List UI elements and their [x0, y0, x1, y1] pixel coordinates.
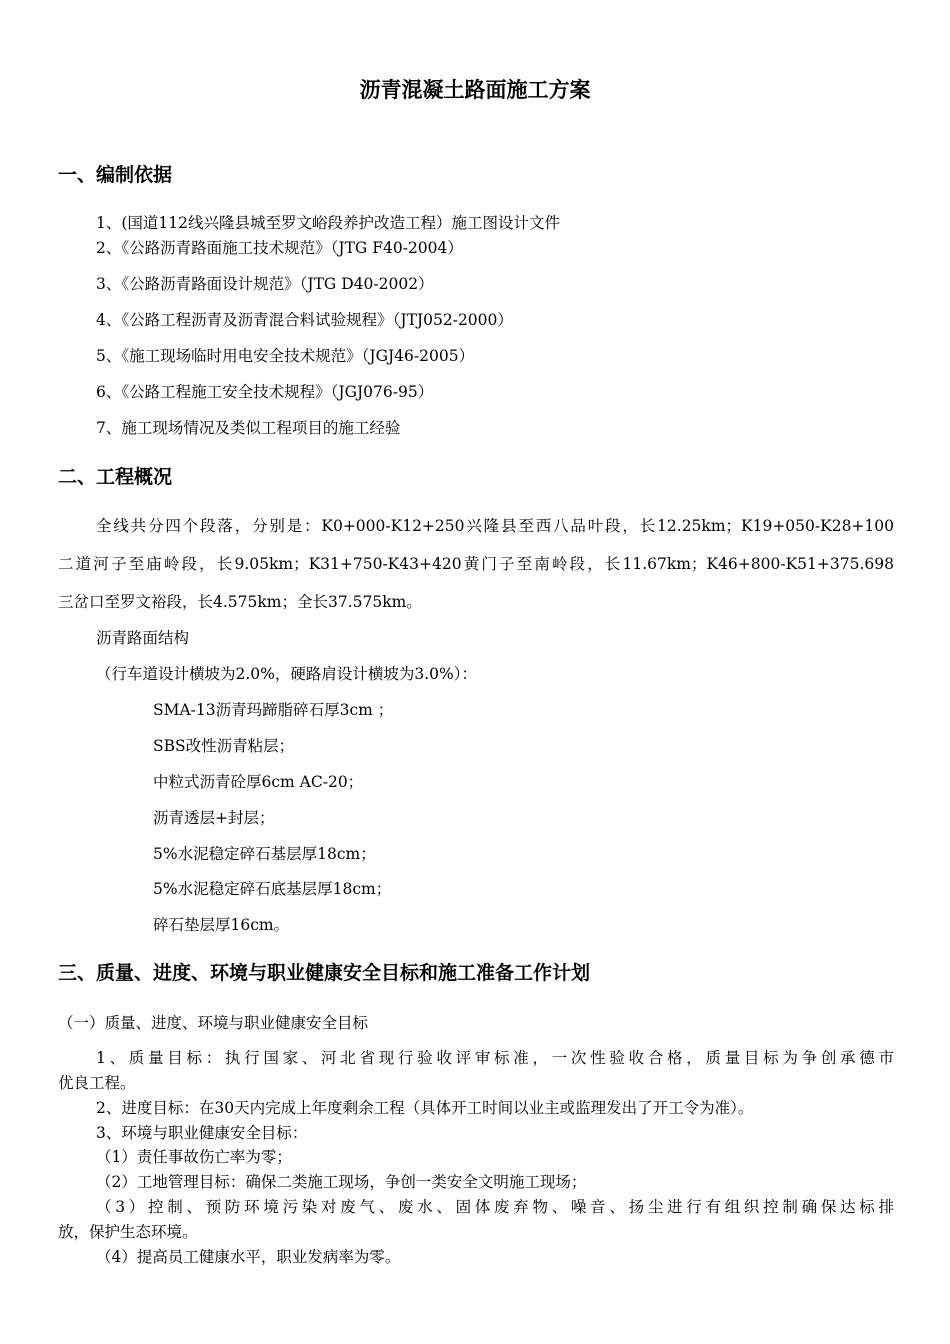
basis-item: 7、施工现场情况及类似工程项目的施工经验: [96, 419, 401, 437]
env-goal-item-continued: 放，保护生态环境。: [58, 1223, 198, 1241]
basis-item: 1、(国道112线兴隆县城至罗文峪段养护改造工程）施工图设计文件: [96, 214, 560, 232]
basis-item: 4、《公路工程沥青及沥青混合料试验规程》（JTJ052-2000）: [96, 311, 513, 329]
pavement-structure-title: 沥青路面结构: [96, 629, 190, 647]
pavement-layer: 碎石垫层厚16cm。: [153, 916, 290, 934]
section-heading-overview: 二、工程概况: [58, 466, 173, 488]
quality-goal: 1、质量目标：执行国家、河北省现行验收评审标准，一次性验收合格，质量目标为争创承德市: [96, 1049, 894, 1067]
section-heading-goals: 三、质量、进度、环境与职业健康安全目标和施工准备工作计划: [58, 962, 591, 984]
basis-item: 6、《公路工程施工安全技术规程》（JGJ076-95）: [96, 383, 434, 401]
pavement-layer: 沥青透层+封层；: [153, 809, 275, 827]
slope-note: （行车道设计横坡为2.0%，硬路肩设计横坡为3.0%）：: [96, 665, 478, 683]
document-title: 沥青混凝土路面施工方案: [359, 78, 591, 102]
pavement-layer: SBS改性沥青粘层；: [153, 737, 295, 755]
schedule-goal: 2、进度目标：在30天内完成上年度剩余工程（具体开工时间以业主或监理发出了开工令为准）。: [96, 1099, 754, 1117]
env-goal-item: （1）责任事故伤亡率为零；: [96, 1148, 292, 1166]
section-heading-basis: 一、编制依据: [58, 164, 173, 186]
basis-item: 5、《施工现场临时用电安全技术规范》（JGJ46-2005）: [96, 347, 475, 365]
goals-subheading: （一）质量、进度、环境与职业健康安全目标: [58, 1014, 369, 1032]
env-goal-item: （4）提高员工健康水平，职业发病率为零。: [96, 1248, 401, 1266]
env-goal-item: （3）控制、预防环境污染对废气、废水、固体废弃物、噪音、扬尘进行有组织控制确保达标排: [96, 1198, 894, 1216]
basis-item: 2、《公路沥青路面施工技术规范》（JTG F40-2004）: [96, 239, 463, 257]
env-goal-item: （2）工地管理目标：确保二类施工现场，争创一类安全文明施工现场；: [96, 1173, 587, 1191]
pavement-layer: 5%水泥稳定碎石基层厚18cm；: [153, 845, 376, 863]
pavement-layer: 5%水泥稳定碎石底基层厚18cm；: [153, 880, 392, 898]
overview-line: 二道河子至庙岭段，长9.05km；K31+750-K43+420黄门子至南岭段，长11.67km；K46+800-K51+375.698: [58, 555, 894, 573]
env-health-goal-title: 3、环境与职业健康安全目标：: [96, 1124, 308, 1142]
overview-line: 全线共分四个段落，分别是：K0+000-K12+250兴隆县至西八品叶段，长12.25km；K19+050-K28+100: [96, 517, 894, 535]
quality-goal-continued: 优良工程。: [58, 1074, 136, 1092]
overview-line: 三岔口至罗文裕段，长4.575km；全长37.575km。: [58, 593, 422, 611]
pavement-layer: SMA-13沥青玛蹄脂碎石厚3cm ；: [153, 701, 394, 719]
pavement-layer: 中粒式沥青砼厚6cm AC-20；: [153, 773, 364, 791]
basis-item: 3、《公路沥青路面设计规范》（JTG D40-2002）: [96, 275, 434, 293]
